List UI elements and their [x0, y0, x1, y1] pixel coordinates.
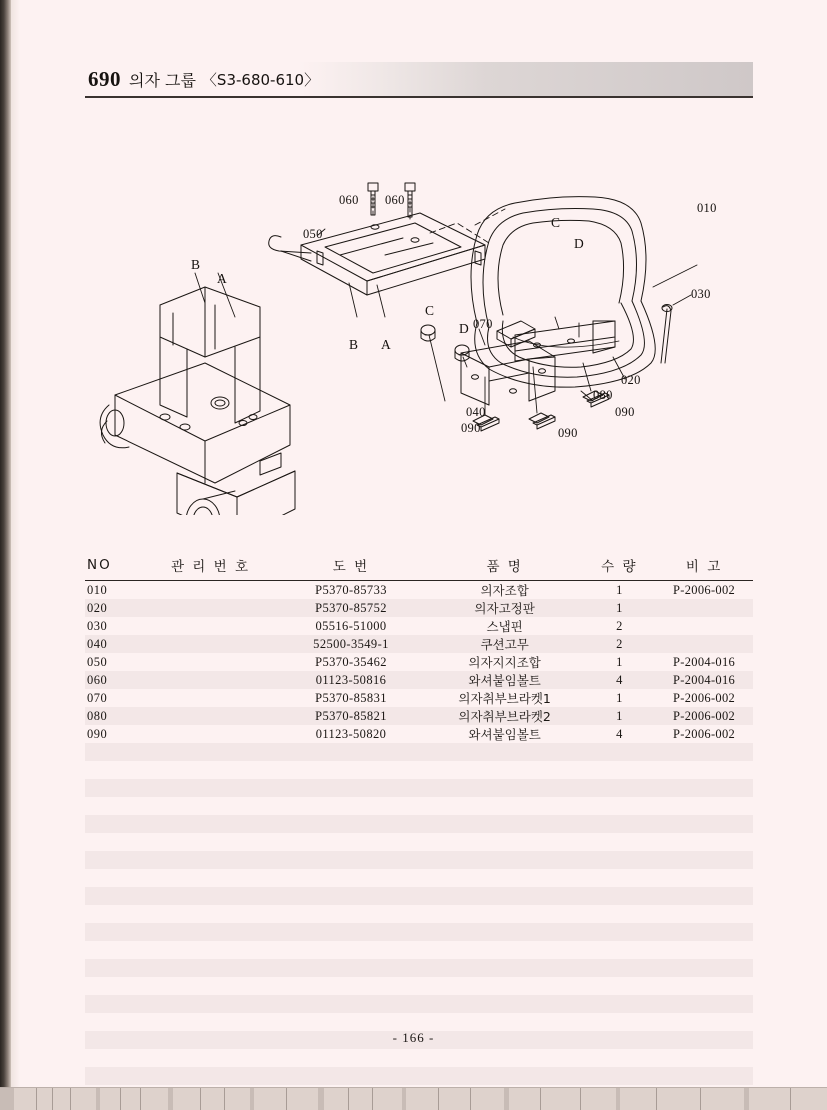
parts-table-head	[85, 553, 753, 581]
cell-qty: 4	[616, 672, 623, 687]
cell-remark	[655, 1013, 753, 1031]
cell-mgmt	[145, 977, 276, 995]
cell-name	[426, 743, 584, 761]
cell-drawing: P5370-85831	[315, 690, 387, 705]
table-row-blank	[85, 869, 753, 887]
cell-mgmt	[145, 617, 276, 635]
cell-no: 050	[87, 654, 108, 669]
table-row-blank	[85, 923, 753, 941]
cell-qty: 2	[616, 618, 623, 633]
cell-name: 의자조합	[480, 583, 529, 598]
page-number: - 166 -	[392, 1030, 435, 1045]
column-header-drawing: 도 번	[332, 559, 370, 575]
scan-edge-bottom	[0, 1087, 827, 1110]
cell-name: 의자고정판	[474, 601, 535, 616]
table-row-blank	[85, 815, 753, 833]
cell-drawing	[276, 905, 426, 923]
exploded-parts-diagram	[85, 105, 755, 515]
group-number: 690	[88, 66, 121, 91]
cell-name	[426, 887, 584, 905]
cell-no	[85, 923, 145, 941]
cell-remark	[655, 959, 753, 977]
cell-mgmt	[145, 869, 276, 887]
cell-name	[426, 779, 584, 797]
cell-mgmt	[145, 725, 276, 743]
table-row-blank	[85, 1013, 753, 1031]
table-row-blank	[85, 779, 753, 797]
bolt-090-stems	[485, 363, 591, 415]
cell-remark	[655, 617, 753, 635]
cell-drawing	[276, 995, 426, 1013]
cell-mgmt	[145, 599, 276, 617]
seat-shell	[471, 197, 697, 388]
table-row	[85, 725, 753, 743]
cell-drawing	[276, 959, 426, 977]
callout-B-mid: B	[349, 337, 359, 352]
header-rule	[85, 96, 753, 98]
cell-drawing: 01123-50816	[315, 672, 387, 687]
cell-qty	[583, 797, 655, 815]
callout-050: 050	[303, 227, 323, 241]
table-row	[85, 707, 753, 725]
cell-mgmt	[145, 671, 276, 689]
cell-mgmt	[145, 779, 276, 797]
cell-qty	[583, 977, 655, 995]
cell-remark	[655, 815, 753, 833]
frame-assembly	[100, 273, 295, 515]
cell-no: 070	[87, 690, 108, 705]
cell-name	[426, 851, 584, 869]
cell-no	[85, 815, 145, 833]
cell-qty: 1	[616, 708, 623, 723]
cell-name	[426, 923, 584, 941]
table-row	[85, 635, 753, 653]
cell-name: 스냅핀	[486, 619, 523, 634]
bolt-060-left	[368, 183, 378, 215]
cell-name	[426, 941, 584, 959]
cell-name: 의자취부브라켓2	[458, 709, 551, 724]
table-row-blank	[85, 761, 753, 779]
parts-table	[85, 553, 753, 1085]
group-title: 의자 그룹	[129, 70, 196, 90]
cell-drawing: 01123-50820	[315, 726, 387, 741]
cell-mgmt	[145, 995, 276, 1013]
table-row-blank	[85, 905, 753, 923]
seat-fixing-plate-020	[515, 321, 625, 379]
cell-name	[426, 959, 584, 977]
cell-drawing	[276, 797, 426, 815]
cell-qty: 2	[616, 636, 623, 651]
cell-qty	[583, 887, 655, 905]
cell-name: 의자지지조합	[468, 655, 541, 670]
cell-remark	[655, 743, 753, 761]
table-row-blank	[85, 995, 753, 1013]
callout-060-left: 060	[339, 193, 359, 207]
cell-remark: P-2006-002	[673, 690, 736, 705]
table-header-row	[85, 553, 753, 581]
cell-drawing: 05516-51000	[315, 618, 387, 633]
column-header-mgmt: 관 리 번 호	[170, 559, 251, 575]
cell-name	[426, 815, 584, 833]
cell-mgmt	[145, 689, 276, 707]
cell-qty	[583, 1049, 655, 1067]
cell-drawing	[276, 1067, 426, 1085]
cell-drawing	[276, 815, 426, 833]
cell-name: 와셔붙임볼트	[468, 673, 541, 688]
callout-090-left: 090	[461, 421, 481, 435]
cell-mgmt	[145, 797, 276, 815]
cell-drawing: P5370-35462	[315, 654, 387, 669]
table-row-blank	[85, 833, 753, 851]
callout-A-mid: A	[381, 337, 392, 352]
column-header-name: 품 명	[486, 559, 523, 575]
cell-remark	[655, 1067, 753, 1085]
cell-mgmt	[145, 1067, 276, 1085]
cell-mgmt	[145, 887, 276, 905]
callout-C-mid: C	[425, 303, 435, 318]
cell-remark	[655, 923, 753, 941]
cell-mgmt	[145, 1049, 276, 1067]
callout-A-left: A	[217, 271, 228, 286]
cell-mgmt	[145, 653, 276, 671]
callout-040: 040	[466, 405, 486, 419]
table-row-blank	[85, 743, 753, 761]
cell-qty	[583, 869, 655, 887]
parts-table-container	[85, 553, 753, 1085]
cell-qty	[583, 851, 655, 869]
cell-name	[426, 761, 584, 779]
table-row-blank	[85, 887, 753, 905]
cell-no	[85, 941, 145, 959]
cell-qty	[583, 1067, 655, 1085]
cell-no	[85, 797, 145, 815]
cell-name	[426, 977, 584, 995]
cell-remark: P-2006-002	[673, 582, 736, 597]
cell-mgmt	[145, 707, 276, 725]
page-title	[88, 64, 319, 94]
table-row	[85, 617, 753, 635]
cell-name	[426, 1049, 584, 1067]
cell-remark	[655, 635, 753, 653]
callout-010: 010	[697, 201, 717, 215]
table-row	[85, 689, 753, 707]
callout-070: 070	[473, 317, 493, 331]
table-row-blank	[85, 941, 753, 959]
cell-qty	[583, 815, 655, 833]
cell-drawing: P5370-85733	[315, 582, 387, 597]
cell-drawing	[276, 887, 426, 905]
cell-name: 와셔붙임볼트	[468, 727, 541, 742]
cell-no	[85, 977, 145, 995]
cell-drawing	[276, 1049, 426, 1067]
column-header-remark: 비 고	[685, 559, 723, 575]
table-row-blank	[85, 797, 753, 815]
cell-mgmt	[145, 1013, 276, 1031]
cell-qty	[583, 779, 655, 797]
table-row-blank	[85, 1049, 753, 1067]
cell-drawing	[276, 851, 426, 869]
cell-remark	[655, 869, 753, 887]
cell-no	[85, 743, 145, 761]
cell-name	[426, 995, 584, 1013]
cell-remark: P-2006-002	[673, 726, 736, 741]
cell-no	[85, 833, 145, 851]
cell-remark	[655, 599, 753, 617]
cell-mgmt	[145, 959, 276, 977]
cell-drawing	[276, 1013, 426, 1031]
cell-qty	[583, 761, 655, 779]
table-row	[85, 581, 753, 600]
column-header-qty: 수 량	[601, 559, 638, 575]
cell-mgmt	[145, 635, 276, 653]
cell-name: 의자취부브라켓1	[458, 691, 551, 706]
cell-no: 030	[87, 618, 108, 633]
table-row-blank	[85, 1067, 753, 1085]
group-code: 〈S3-680-610〉	[201, 70, 320, 89]
cell-qty: 1	[616, 600, 623, 615]
cell-name	[426, 797, 584, 815]
cell-qty: 1	[616, 654, 623, 669]
cell-remark	[655, 1049, 753, 1067]
cell-drawing: 52500-3549-1	[313, 636, 389, 651]
callout-B-left: B	[191, 257, 201, 272]
cell-mgmt	[145, 833, 276, 851]
cell-drawing	[276, 779, 426, 797]
cell-name	[426, 869, 584, 887]
binding-edge	[0, 0, 11, 1110]
cell-drawing: P5370-85752	[315, 600, 387, 615]
cell-drawing	[276, 977, 426, 995]
cell-drawing	[276, 869, 426, 887]
callout-090-mid: 090	[558, 426, 578, 440]
cell-remark	[655, 977, 753, 995]
cell-remark: P-2004-016	[673, 672, 736, 687]
cell-remark	[655, 833, 753, 851]
binding-edge-gradient	[11, 0, 20, 1110]
cell-no: 020	[87, 600, 108, 615]
cell-name	[426, 905, 584, 923]
cell-remark	[655, 779, 753, 797]
table-row-blank	[85, 977, 753, 995]
cell-qty: 4	[616, 726, 623, 741]
cell-drawing: P5370-85821	[315, 708, 387, 723]
cell-remark	[655, 995, 753, 1013]
column-header-no: NO	[87, 557, 112, 573]
cell-mgmt	[145, 941, 276, 959]
diagram-svg	[85, 105, 755, 515]
cell-remark	[655, 941, 753, 959]
cell-remark: P-2006-002	[673, 708, 736, 723]
callout-020: 020	[621, 373, 641, 387]
cell-no	[85, 1067, 145, 1085]
cell-qty	[583, 1013, 655, 1031]
cell-remark	[655, 851, 753, 869]
cell-qty	[583, 743, 655, 761]
cell-qty: 1	[616, 690, 623, 705]
cell-drawing	[276, 941, 426, 959]
cell-qty	[583, 923, 655, 941]
cell-no	[85, 1049, 145, 1067]
table-row	[85, 653, 753, 671]
callout-C-seat: C	[551, 215, 561, 230]
callout-D-seat: D	[574, 236, 585, 251]
cell-remark	[655, 887, 753, 905]
cell-remark	[655, 761, 753, 779]
callout-060-right: 060	[385, 193, 405, 207]
cell-no	[85, 1013, 145, 1031]
cell-mgmt	[145, 905, 276, 923]
cell-mgmt	[145, 815, 276, 833]
cell-qty	[583, 995, 655, 1013]
cell-qty	[583, 959, 655, 977]
bolt-090-mid	[529, 413, 555, 429]
cell-mgmt	[145, 851, 276, 869]
table-row-blank	[85, 959, 753, 977]
cell-no: 090	[87, 726, 108, 741]
cell-remark: P-2004-016	[673, 654, 736, 669]
cell-name	[426, 833, 584, 851]
cell-no	[85, 887, 145, 905]
cell-qty: 1	[616, 582, 623, 597]
cell-no	[85, 905, 145, 923]
cell-no: 040	[87, 636, 108, 651]
cell-mgmt	[145, 581, 276, 600]
cell-mgmt	[145, 761, 276, 779]
cell-qty	[583, 833, 655, 851]
table-row-blank	[85, 851, 753, 869]
parts-table-body	[85, 581, 753, 1086]
table-row	[85, 671, 753, 689]
cell-qty	[583, 905, 655, 923]
snap-pin-030	[661, 295, 691, 363]
cell-no	[85, 959, 145, 977]
cell-drawing	[276, 743, 426, 761]
cell-mgmt	[145, 743, 276, 761]
cell-drawing	[276, 923, 426, 941]
cell-no	[85, 779, 145, 797]
cell-no	[85, 869, 145, 887]
cell-name: 쿠션고무	[480, 637, 529, 652]
cell-no	[85, 851, 145, 869]
cell-remark	[655, 905, 753, 923]
cell-no: 060	[87, 672, 108, 687]
cell-name	[426, 1013, 584, 1031]
cell-qty	[583, 941, 655, 959]
cell-no: 080	[87, 708, 108, 723]
cell-no	[85, 995, 145, 1013]
cell-mgmt	[145, 923, 276, 941]
cell-drawing	[276, 761, 426, 779]
callout-030: 030	[691, 287, 711, 301]
cell-drawing	[276, 833, 426, 851]
cell-name	[426, 1067, 584, 1085]
callout-090-right: 090	[615, 405, 635, 419]
cell-remark	[655, 797, 753, 815]
callout-080: 080	[593, 388, 613, 402]
cell-no: 010	[87, 582, 108, 597]
cell-no	[85, 761, 145, 779]
callout-D-mid: D	[459, 321, 470, 336]
table-row	[85, 599, 753, 617]
